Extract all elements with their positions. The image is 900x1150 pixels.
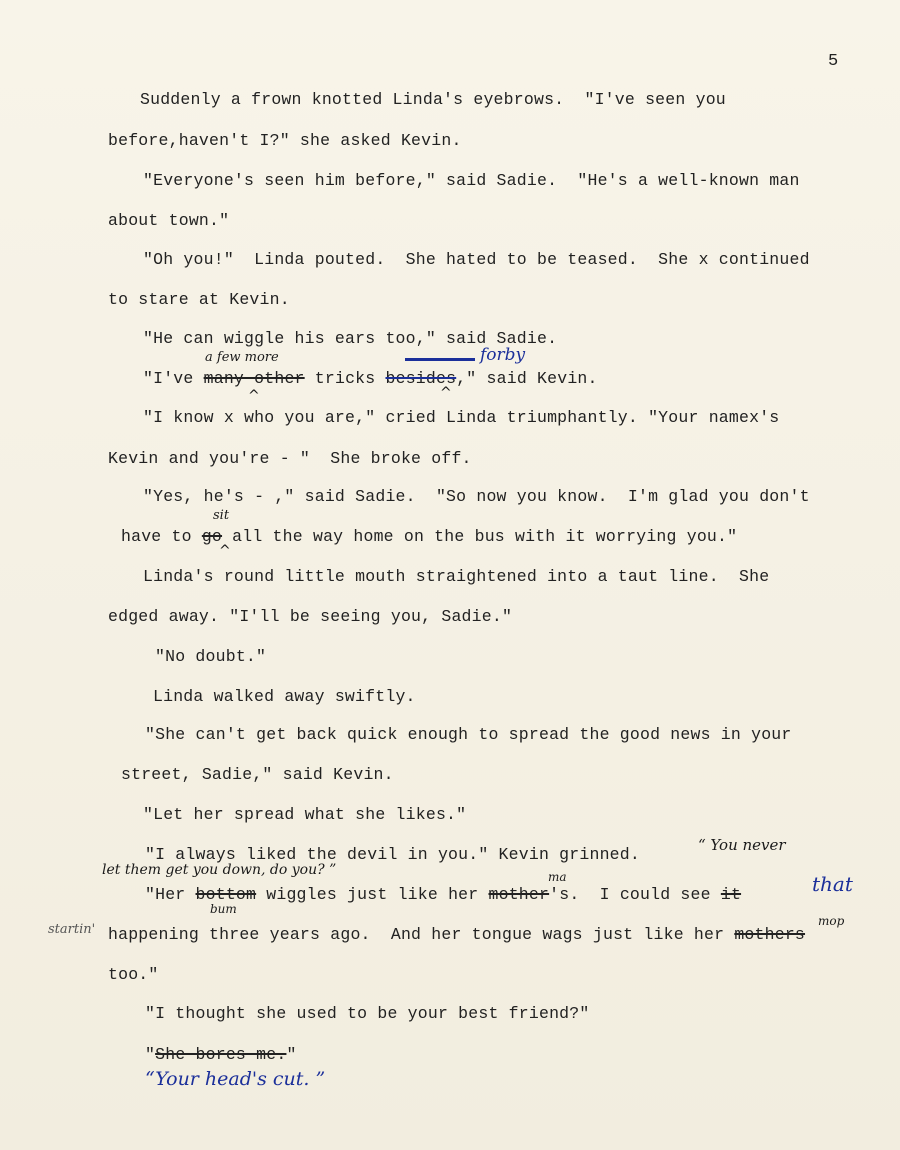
- struck-text: many other: [203, 369, 305, 388]
- typed-line: "Let her spread what she likes.": [143, 805, 467, 824]
- typed-line: street, Sadie," said Kevin.: [121, 765, 394, 784]
- typed-line: about town.": [108, 211, 230, 230]
- scribble-mark: [405, 358, 475, 361]
- typed-line: "I've many other tricks besides," said Kevin.: [143, 369, 598, 388]
- handwritten-insertion: sit: [213, 508, 230, 523]
- typed-line: "She bores me.": [145, 1045, 297, 1064]
- typed-line: edged away. "I'll be seeing you, Sadie.": [108, 607, 513, 626]
- struck-text: it: [720, 885, 742, 904]
- typed-line: "I thought she used to be your best friend?": [145, 1004, 590, 1023]
- typed-line: Linda walked away swiftly.: [153, 687, 416, 706]
- struck-text: mothers: [734, 925, 806, 944]
- typed-line: "Her bottom wiggles just like her mother's. I could see it: [145, 885, 742, 904]
- typed-line: "She can't get back quick enough to spread the good news in your: [145, 725, 792, 744]
- struck-text: bottom: [195, 885, 257, 904]
- typed-line: have to go all the way home on the bus with it worrying you.": [121, 527, 738, 546]
- typed-line: "Everyone's seen him before," said Sadie. "He's a well-known man: [143, 171, 800, 190]
- handwritten-insertion: “ You never: [698, 836, 786, 854]
- typed-line: "I always liked the devil in you." Kevin grinned.: [145, 845, 640, 864]
- typed-line: to stare at Kevin.: [108, 290, 290, 309]
- typed-line: Kevin and you're - " She broke off.: [108, 449, 472, 468]
- caret-mark: ^: [248, 388, 260, 404]
- typed-line: "Yes, he's - ," said Sadie. "So now you know. I'm glad you don't: [143, 487, 810, 506]
- typed-line: happening three years ago. And her tongue wags just like her mothers: [108, 925, 806, 944]
- page-number: 5: [828, 52, 839, 71]
- typed-line: Suddenly a frown knotted Linda's eyebrows. "I've seen you: [140, 90, 726, 109]
- handwritten-insertion: forby: [480, 345, 526, 365]
- typed-line: before,haven't I?" she asked Kevin.: [108, 131, 462, 150]
- typed-line: "No doubt.": [155, 647, 267, 666]
- caret-mark: ^: [440, 385, 452, 401]
- struck-text: She bores me.: [155, 1045, 287, 1064]
- struck-text: go: [201, 527, 223, 546]
- typed-line: "I know x who you are," cried Linda triumphantly. "Your namex's: [143, 408, 780, 427]
- handwritten-insertion: bum: [210, 902, 237, 916]
- struck-text: besides: [385, 369, 457, 388]
- caret-mark: ^: [219, 543, 231, 559]
- struck-text: mother: [488, 885, 550, 904]
- typed-line: "He can wiggle his ears too," said Sadie.: [143, 329, 558, 348]
- handwritten-insertion: that: [812, 872, 853, 896]
- handwritten-insertion: mop: [818, 914, 845, 928]
- typed-line: "Oh you!" Linda pouted. She hated to be teased. She x continued: [143, 250, 810, 269]
- handwritten-insertion: “Your head's cut. ”: [145, 1068, 326, 1090]
- handwritten-insertion: startin': [48, 922, 96, 937]
- handwritten-insertion: ma: [548, 870, 567, 884]
- handwritten-insertion: a few more: [205, 350, 279, 365]
- typed-line: Linda's round little mouth straightened into a taut line. She: [143, 567, 770, 586]
- handwritten-insertion: let them get you down, do you? ”: [102, 862, 337, 878]
- typed-line: too.": [108, 965, 159, 984]
